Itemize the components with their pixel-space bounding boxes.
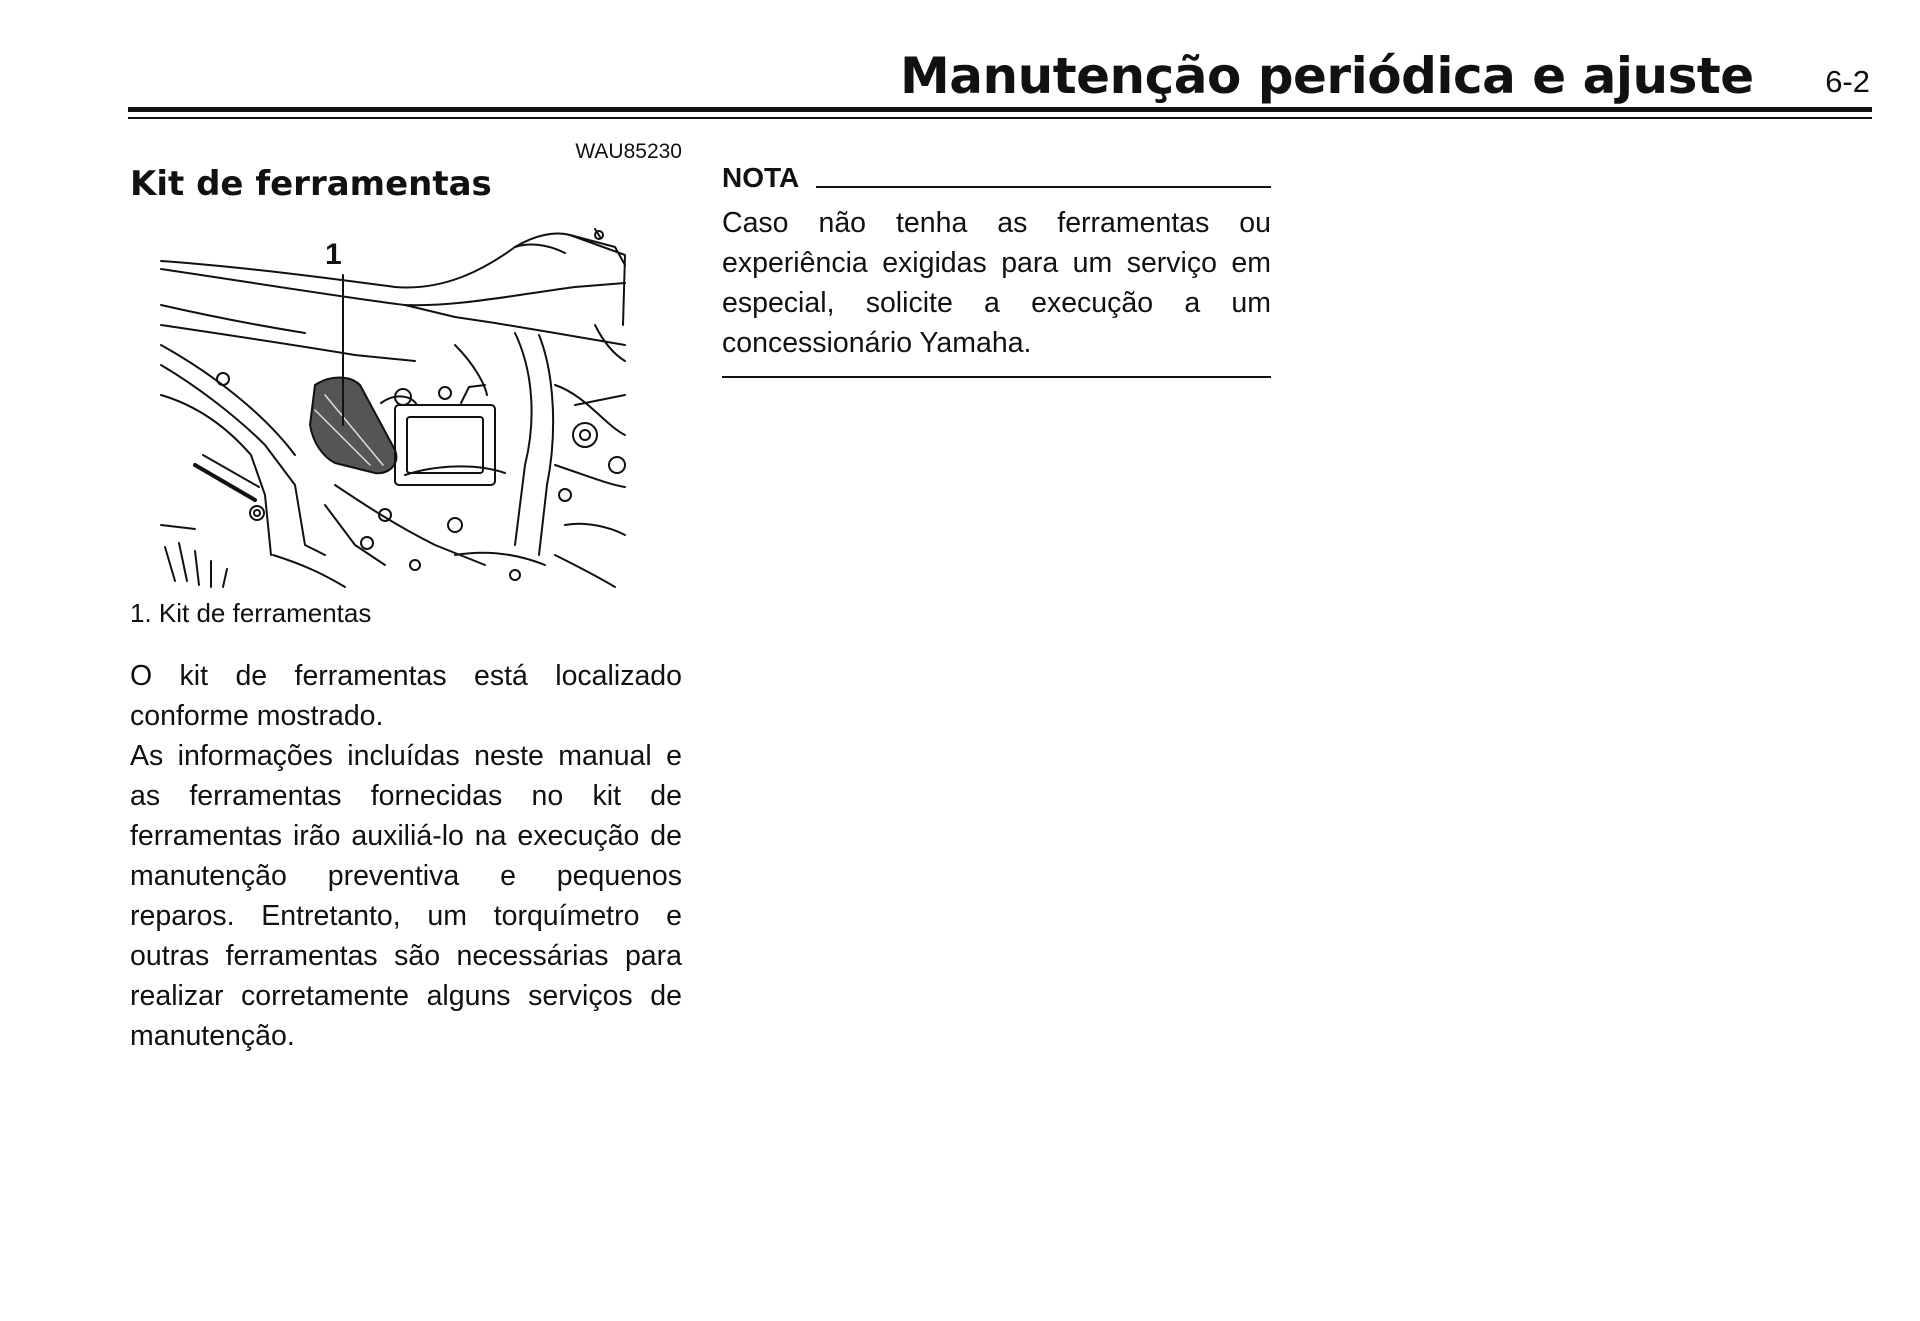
header-rule-thin bbox=[128, 117, 1872, 119]
figure-caption: 1. Kit de ferramentas bbox=[130, 598, 372, 628]
note-text: Caso não tenha as ferramentas ou experiência exigidas para um serviço em especial, solicite a execução a um concessionário Yamaha. bbox=[722, 207, 1271, 359]
section-code: WAU85230 bbox=[575, 140, 682, 163]
note-rule-bottom bbox=[722, 376, 1271, 378]
header-rule-thick bbox=[128, 107, 1872, 112]
body-text bbox=[130, 656, 682, 1056]
note-rule-top bbox=[816, 186, 1271, 188]
page-title: Manutenção periódica e ajuste bbox=[900, 47, 1754, 105]
paragraph: As informações incluídas neste manual e as ferramentas fornecidas no kit de ferramentas irão auxiliá-lo na execução de manutenção preventiva e pequenos reparos. Entretanto, um torquímetro e outras ferramentas são necessárias para realizar corretamente alguns serviços de manutenção. bbox=[130, 740, 682, 1052]
page-number: 6-2 bbox=[1825, 64, 1870, 99]
note-heading: NOTA bbox=[722, 162, 800, 193]
section-title: Kit de ferramentas bbox=[130, 164, 492, 204]
toolkit-illustration bbox=[155, 225, 655, 590]
figure-callout-1: 1 bbox=[325, 238, 342, 271]
paragraph: O kit de ferramentas está localizado conforme mostrado. bbox=[130, 660, 682, 732]
